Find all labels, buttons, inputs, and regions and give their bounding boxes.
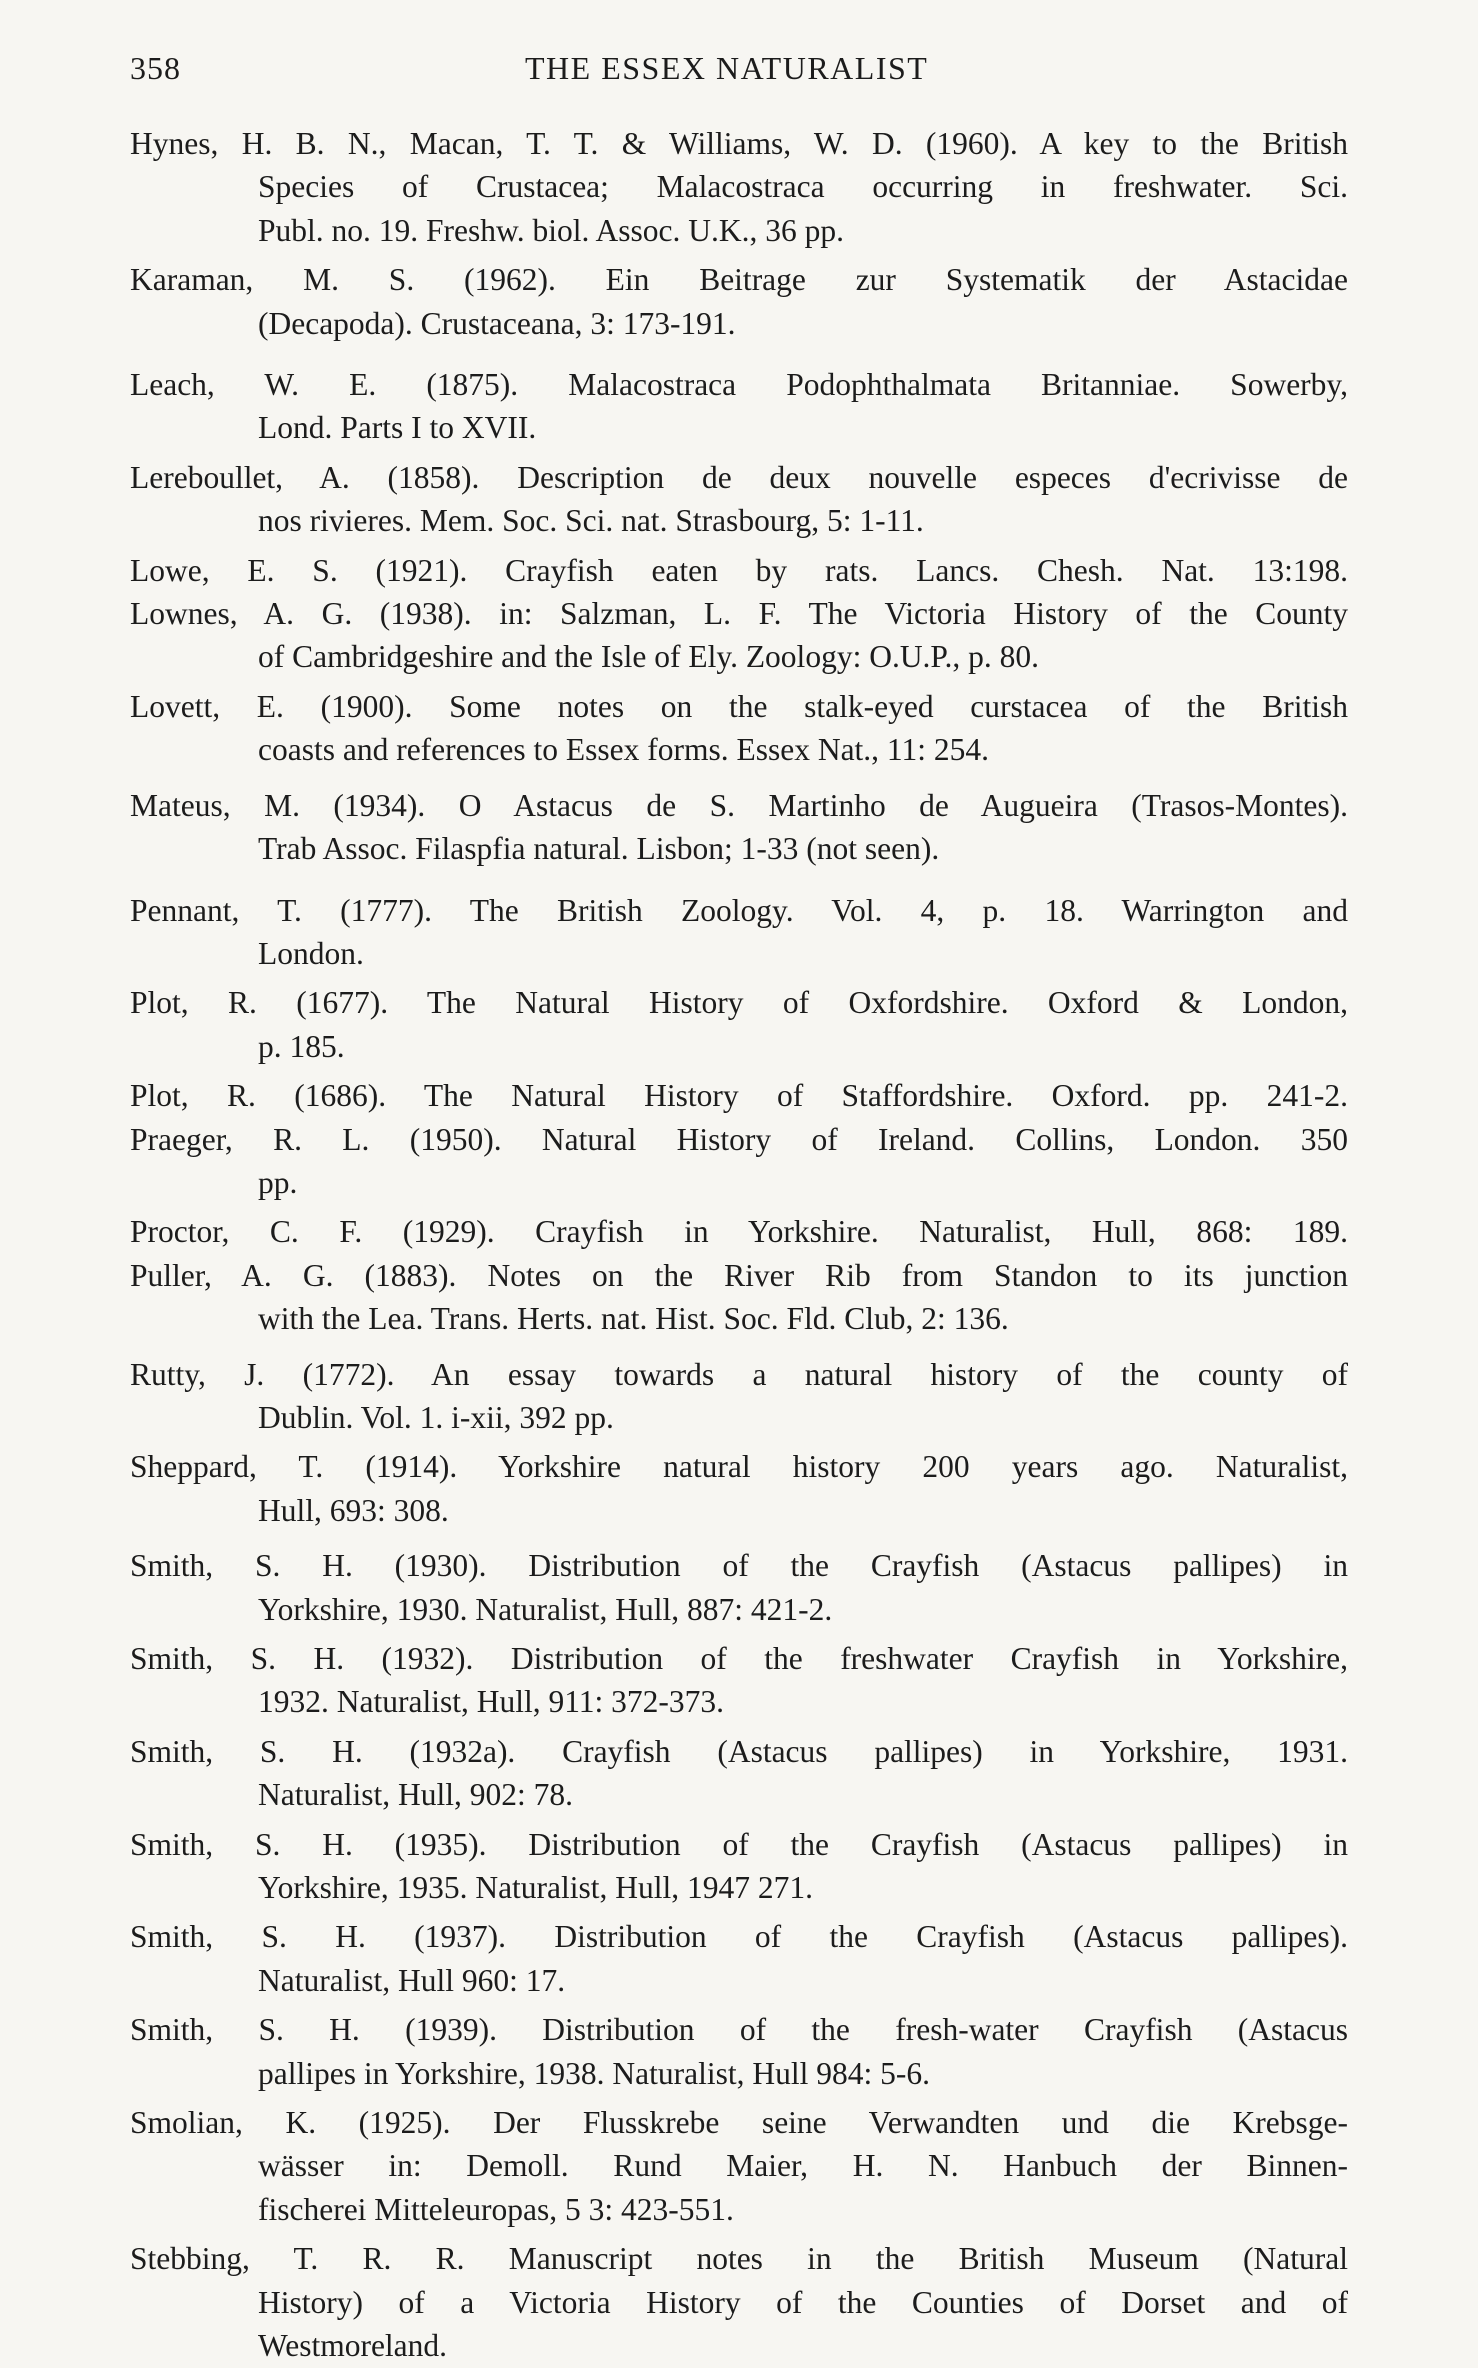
reference-line: with the Lea. Trans. Herts. nat. Hist. Soc. Fld. Club, 2: 136. (258, 1301, 1009, 1337)
reference-line: Praeger, R. L. (1950). Natural History of Ireland. Collins, London. 350 (130, 1121, 1348, 1157)
reference-line: Lond. Parts I to XVII. (258, 410, 537, 446)
reference-line: pallipes in Yorkshire, 1938. Naturalist, Hull 984: 5-6. (258, 2055, 930, 2091)
reference-entry (130, 1118, 1348, 1205)
reference-line: Smith, S. H. (1932). Distribution of the freshwater Crayfish in Yorkshire, (130, 1641, 1348, 1676)
reference-entry (130, 1074, 1348, 1117)
reference-line: Lownes, A. G. (1938). in: Salzman, L. F. The Victoria History of the County (130, 596, 1348, 632)
reference-line: Sheppard, T. (1914). Yorkshire natural history 200 years ago. Naturalist, (130, 1449, 1348, 1485)
reference-line: Smith, S. H. (1939). Distribution of the fresh-water Crayfish (Astacus (130, 2012, 1348, 2048)
reference-entry (130, 1915, 1348, 2002)
reference-entry (130, 1254, 1348, 1341)
reference-entry (130, 889, 1348, 976)
reference-line: Westmoreland. (258, 2328, 448, 2364)
reference-entry (130, 1823, 1348, 1910)
reference-line: Lereboullet, A. (1858). Description de deux nouvelle especes d'ecrivisse de (130, 459, 1348, 495)
reference-entry (130, 1730, 1348, 1817)
reference-line: Lovett, E. (1900). Some notes on the stalk-eyed curstacea of the British (130, 688, 1348, 724)
reference-entry (130, 1210, 1348, 1253)
reference-line: 1932. Naturalist, Hull, 911: 372-373. (258, 1684, 725, 1720)
reference-entry (130, 1445, 1348, 1532)
reference-line: pp. (258, 1164, 298, 1200)
reference-line: Smith, S. H. (1937). Distribution of the Crayfish (Astacus pallipes). (130, 1919, 1348, 1955)
page-number: 358 (130, 50, 181, 86)
reference-entry (130, 258, 1348, 345)
reference-line: Stebbing, T. R. R. Manuscript notes in the British Museum (Natural (130, 2241, 1348, 2277)
reference-entry (130, 1353, 1348, 1440)
reference-line: Species of Crustacea; Malacostraca occurring in freshwater. Sci. (258, 169, 1348, 205)
reference-line: Smith, S. H. (1935). Distribution of the Crayfish (Astacus pallipes) in (130, 1826, 1348, 1862)
reference-entry (130, 2237, 1348, 2367)
page-header (130, 50, 1350, 90)
reference-line: Karaman, M. S. (1962). Ein Beitrage zur Systematik der Astacidae (130, 262, 1348, 298)
reference-line: Smolian, K. (1925). Der Flusskrebe seine Verwandten und die Krebsge- (130, 2105, 1348, 2141)
reference-line: Plot, R. (1686). The Natural History of Staffordshire. Oxford. pp. 241-2. (130, 1078, 1348, 1114)
reference-list (130, 122, 1348, 2368)
reference-line: Puller, A. G. (1883). Notes on the River Rib from Standon to its junction (130, 1257, 1348, 1293)
reference-line: Yorkshire, 1930. Naturalist, Hull, 887: 421-2. (258, 1591, 833, 1627)
reference-entry (130, 456, 1348, 543)
running-title: THE ESSEX NATURALIST (525, 50, 929, 86)
reference-entry (130, 363, 1348, 450)
reference-line: p. 185. (258, 1028, 345, 1064)
reference-line: of Cambridgeshire and the Isle of Ely. Zoology: O.U.P., p. 80. (258, 639, 1039, 675)
reference-entry (130, 549, 1348, 592)
reference-line: Leach, W. E. (1875). Malacostraca Podophthalmata Britanniae. Sowerby, (130, 367, 1348, 403)
reference-line: wässer in: Demoll. Rund Maier, H. N. Hanbuch der Binnen- (258, 2148, 1348, 2184)
reference-entry (130, 122, 1348, 252)
reference-line: Plot, R. (1677). The Natural History of Oxfordshire. Oxford & London, (130, 985, 1348, 1021)
reference-line: Naturalist, Hull 960: 17. (258, 1962, 566, 1998)
reference-entry (130, 2101, 1348, 2231)
reference-line: fischerei Mitteleuropas, 5 3: 423-551. (258, 2191, 734, 2227)
reference-line: London. (258, 935, 364, 971)
reference-line: History) of a Victoria History of the Counties of Dorset and of (258, 2284, 1348, 2320)
reference-line: Publ. no. 19. Freshw. biol. Assoc. U.K., 36 pp. (258, 212, 844, 248)
reference-entry (130, 592, 1348, 679)
reference-line: Hull, 693: 308. (258, 1492, 449, 1528)
reference-line: Yorkshire, 1935. Naturalist, Hull, 1947 271. (258, 1870, 814, 1906)
reference-line: Smith, S. H. (1932a). Crayfish (Astacus pallipes) in Yorkshire, 1931. (130, 1733, 1348, 1769)
reference-line: Rutty, J. (1772). An essay towards a natural history of the county of (130, 1356, 1348, 1392)
reference-line: Trab Assoc. Filaspfia natural. Lisbon; 1-33 (not seen). (258, 831, 940, 867)
reference-entry (130, 784, 1348, 871)
reference-line: Hynes, H. B. N., Macan, T. T. & Williams, W. D. (1960). A key to the British (130, 126, 1348, 161)
reference-line: (Decapoda). Crustaceana, 3: 173-191. (258, 305, 736, 341)
reference-line: Naturalist, Hull, 902: 78. (258, 1777, 573, 1813)
reference-line: nos rivieres. Mem. Soc. Sci. nat. Strasbourg, 5: 1-11. (258, 503, 924, 539)
reference-line: Dublin. Vol. 1. i-xii, 392 pp. (258, 1399, 614, 1435)
reference-line: Pennant, T. (1777). The British Zoology. Vol. 4, p. 18. Warrington and (130, 892, 1348, 928)
reference-line: coasts and references to Essex forms. Essex Nat., 11: 254. (258, 732, 990, 768)
reference-line: Proctor, C. F. (1929). Crayfish in Yorkshire. Naturalist, Hull, 868: 189. (130, 1214, 1348, 1250)
reference-entry (130, 685, 1348, 772)
reference-entry (130, 1637, 1348, 1724)
reference-line: Mateus, M. (1934). O Astacus de S. Martinho de Augueira (Trasos-Montes). (130, 787, 1348, 823)
reference-entry (130, 981, 1348, 1068)
reference-line: Lowe, E. S. (1921). Crayfish eaten by rats. Lancs. Chesh. Nat. 13:198. (130, 552, 1348, 588)
reference-entry (130, 2008, 1348, 2095)
reference-entry (130, 1544, 1348, 1631)
reference-line: Smith, S. H. (1930). Distribution of the Crayfish (Astacus pallipes) in (130, 1548, 1348, 1584)
